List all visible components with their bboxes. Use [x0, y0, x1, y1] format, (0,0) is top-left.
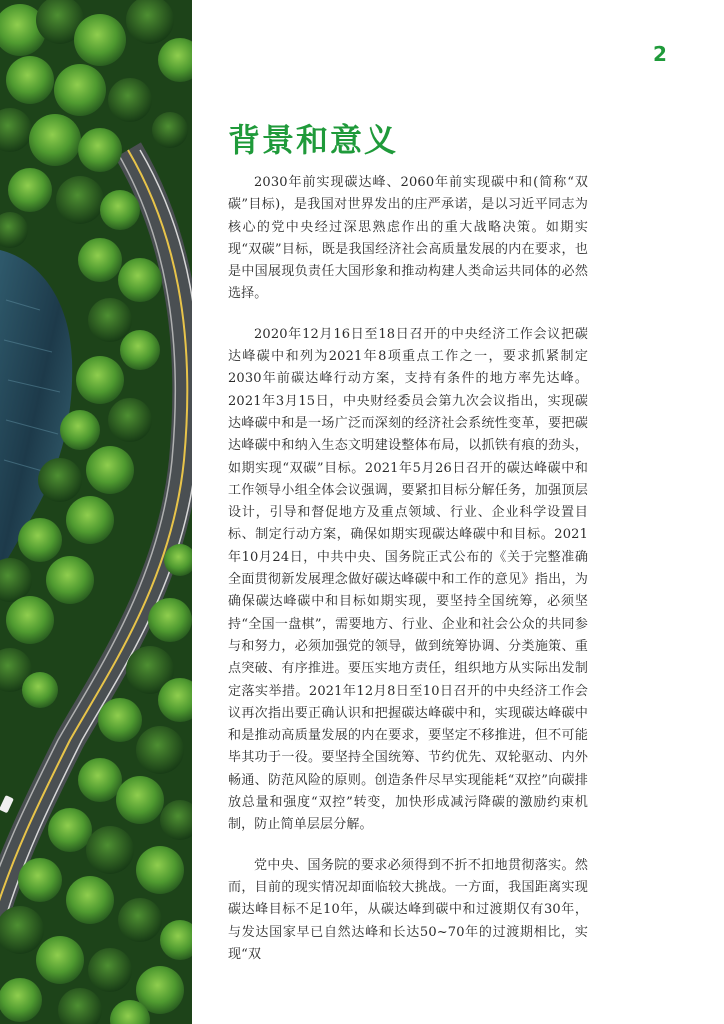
paragraph-policy-timeline: 2020年12月16日至18日召开的中央经济工作会议把碳达峰碳中和列为2021年8项重点工作之一，要求抓紧制定2030年前碳达峰行动方案，支持有条件的地方率先达峰。2021年3月15日，中央财经委员会第九次会议指出，实现碳达峰碳中和是一场广泛而深刻的经济社会系统性变革，要把碳达峰碳中和纳入生态文明建设整体布局，以抓铁有痕的劲头，如期实现“双碳”目标。2021年5月26日召开的碳达峰碳中和工作领导小组全体会议强调，要紧扣目标分解任务，加强顶层设计，引导和督促地方及重点领域、行业、企业科学设置目标、制定行动方案，确保如期实现碳达峰碳中和目标。2021年10月24日，中共中央、国务院正式公布的《关于完整准确全面贯彻新发展理念做好碳达峰碳中和工作的意见》指出，为确保碳达峰碳中和目标如期实现，要坚持全国统筹，必须坚持“全国一盘棋”，需要地方、行业、企业和社会公众的共同参与和努力，必须加强党的领导，做到统筹协调、分类施策、重点突破、有序推进。要压实地方责任，组织地方从实际出发制定落实举措。2021年12月8日至10日召开的中央经济工作会议再次指出要正确认识和把握碳达峰碳中和，实现碳达峰碳中和是推动高质量发展的内在要求，要坚定不移推进，但不可能毕其功于一役。要坚持全国统筹、节约优先、双轮驱动、内外畅通、防范风险的原则。创造条件尽早实现能耗“双控”向碳排放总量和强度“双控”转变，加快形成减污降碳的激励约束机制，防止简单层层分解。: [228, 326, 588, 833]
paragraph-intro: 2030年前实现碳达峰、2060年前实现碳中和(简称“双碳”目标)，是我国对世界发出的庄严承诺，是以习近平同志为核心的党中央经过深思熟虑作出的重大战略决策。如期实现“双碳”目标，既是我国经济社会高质量发展的内在要求，也是中国展现负责任大国形象和推动构建人类命运共同体的必然选择。: [228, 175, 588, 302]
section-title: 背景和意义: [228, 121, 399, 159]
page-number: 2: [653, 42, 667, 66]
body-text: [228, 172, 588, 984]
paragraph-challenges: 党中央、国务院的要求必须得到不折不扣地贯彻落实。然而，目前的现实情况却面临较大挑战。一方面，我国距离实现碳达峰目标不足10年，从碳达峰到碳中和过渡期仅有30年，与发达国家早已自然达峰和长达50~70年的过渡期相比，实现“双: [228, 857, 588, 962]
aerial-forest-road-image: [0, 0, 192, 1024]
